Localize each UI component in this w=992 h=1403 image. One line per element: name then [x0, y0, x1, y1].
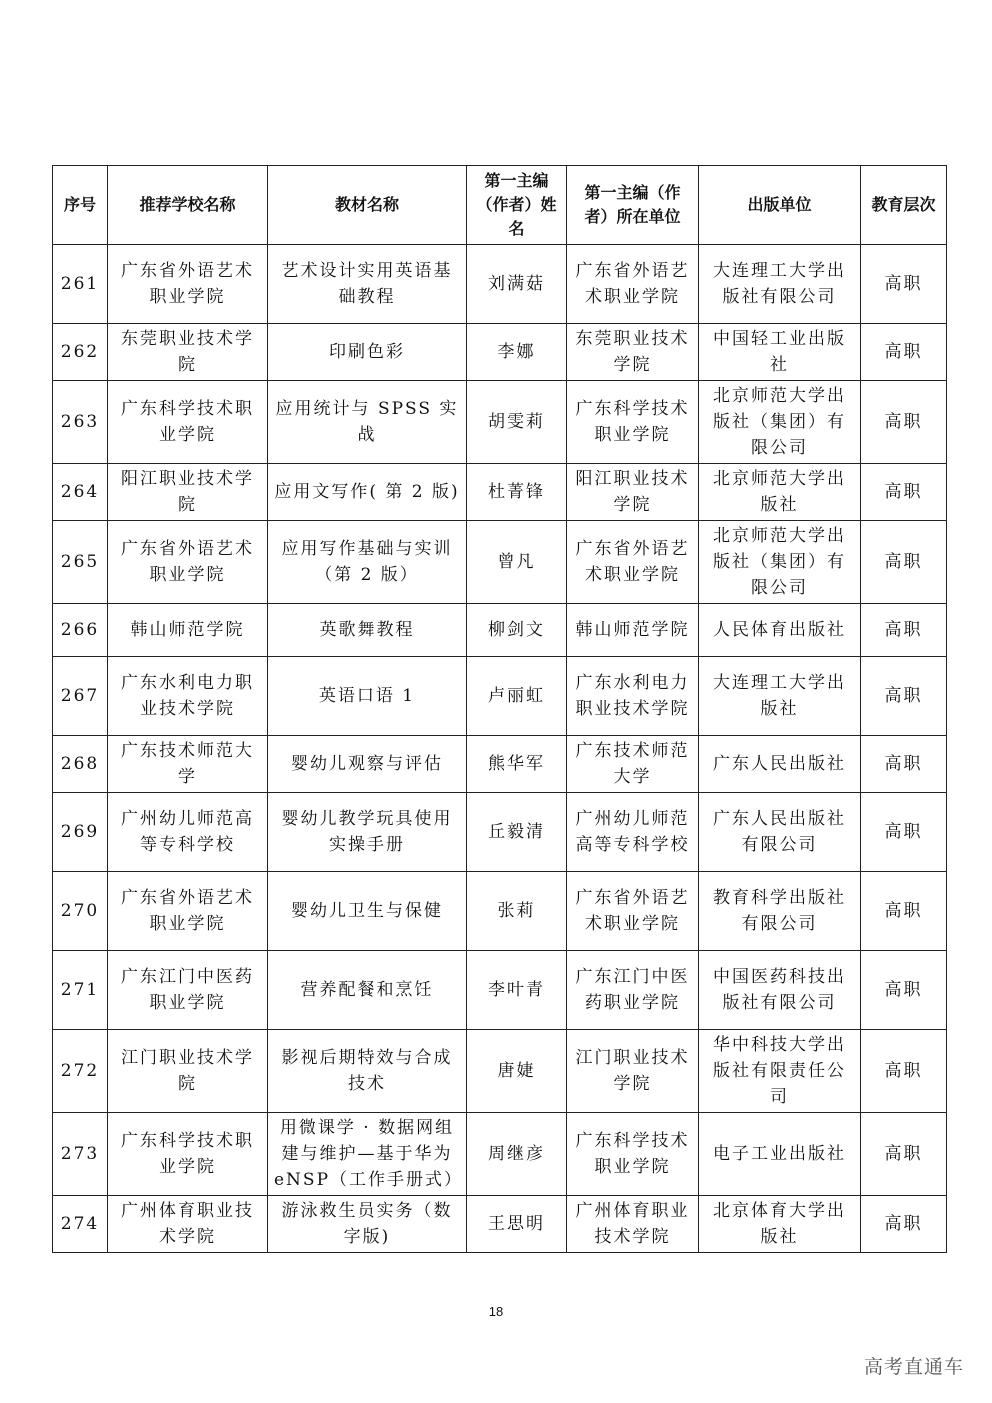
cell-serial: 266	[53, 604, 108, 657]
cell-serial: 263	[53, 381, 108, 464]
cell-school: 广东省外语艺术职业学院	[108, 521, 268, 604]
cell-serial: 274	[53, 1196, 108, 1253]
cell-publisher: 北京师范大学出版社（集团）有限公司	[699, 381, 861, 464]
cell-level: 高职	[861, 1113, 947, 1196]
header-textbook: 教材名称	[268, 166, 467, 245]
cell-school: 广东省外语艺术职业学院	[108, 245, 268, 324]
cell-level: 高职	[861, 604, 947, 657]
cell-editor-unit: 广东江门中医药职业学院	[567, 951, 699, 1030]
cell-level: 高职	[861, 464, 947, 521]
cell-editor-unit: 广东科学技术职业学院	[567, 381, 699, 464]
cell-editor: 周继彦	[467, 1113, 567, 1196]
cell-school: 广东技术师范大学	[108, 736, 268, 793]
cell-editor-unit: 广东技术师范大学	[567, 736, 699, 793]
cell-level: 高职	[861, 736, 947, 793]
cell-school: 阳江职业技术学院	[108, 464, 268, 521]
cell-level: 高职	[861, 245, 947, 324]
table-row	[53, 1113, 947, 1196]
cell-publisher: 大连理工大学出版社有限公司	[699, 245, 861, 324]
cell-textbook: 英语口语 1	[268, 657, 467, 736]
cell-publisher: 广东人民出版社	[699, 736, 861, 793]
cell-serial: 272	[53, 1030, 108, 1113]
cell-editor-unit: 广州幼儿师范高等专科学校	[567, 793, 699, 872]
cell-publisher: 人民体育出版社	[699, 604, 861, 657]
cell-school: 江门职业技术学院	[108, 1030, 268, 1113]
cell-editor-unit: 广东水利电力职业技术学院	[567, 657, 699, 736]
cell-level: 高职	[861, 951, 947, 1030]
table-row	[53, 1030, 947, 1113]
cell-publisher: 电子工业出版社	[699, 1113, 861, 1196]
header-school: 推荐学校名称	[108, 166, 268, 245]
cell-level: 高职	[861, 521, 947, 604]
header-publisher: 出版单位	[699, 166, 861, 245]
cell-editor-unit: 广东省外语艺术职业学院	[567, 245, 699, 324]
cell-textbook: 营养配餐和烹饪	[268, 951, 467, 1030]
table-row	[53, 793, 947, 872]
cell-editor-unit: 东莞职业技术学院	[567, 324, 699, 381]
cell-editor-unit: 江门职业技术学院	[567, 1030, 699, 1113]
cell-publisher: 北京体育大学出版社	[699, 1196, 861, 1253]
cell-level: 高职	[861, 324, 947, 381]
cell-textbook: 艺术设计实用英语基础教程	[268, 245, 467, 324]
cell-school: 广东水利电力职业技术学院	[108, 657, 268, 736]
cell-serial: 273	[53, 1113, 108, 1196]
cell-school: 广东江门中医药职业学院	[108, 951, 268, 1030]
cell-level: 高职	[861, 381, 947, 464]
header-level: 教育层次	[861, 166, 947, 245]
cell-school: 广东科学技术职业学院	[108, 1113, 268, 1196]
cell-editor: 李叶青	[467, 951, 567, 1030]
cell-editor-unit: 阳江职业技术学院	[567, 464, 699, 521]
cell-school: 广东省外语艺术职业学院	[108, 872, 268, 951]
cell-publisher: 广东人民出版社有限公司	[699, 793, 861, 872]
cell-textbook: 印刷色彩	[268, 324, 467, 381]
cell-school: 东莞职业技术学院	[108, 324, 268, 381]
table-row	[53, 872, 947, 951]
cell-editor: 刘满菇	[467, 245, 567, 324]
cell-serial: 265	[53, 521, 108, 604]
table-row	[53, 736, 947, 793]
watermark-text: 高考直通车	[863, 1356, 964, 1378]
cell-level: 高职	[861, 1196, 947, 1253]
cell-level: 高职	[861, 793, 947, 872]
cell-serial: 261	[53, 245, 108, 324]
cell-textbook: 婴幼儿教学玩具使用实操手册	[268, 793, 467, 872]
cell-publisher: 北京师范大学出版社	[699, 464, 861, 521]
cell-publisher: 北京师范大学出版社（集团）有限公司	[699, 521, 861, 604]
table-row	[53, 464, 947, 521]
cell-level: 高职	[861, 872, 947, 951]
cell-editor: 熊华军	[467, 736, 567, 793]
table-row	[53, 657, 947, 736]
cell-textbook: 婴幼儿卫生与保健	[268, 872, 467, 951]
table-row	[53, 951, 947, 1030]
cell-editor: 卢丽虹	[467, 657, 567, 736]
cell-editor: 胡雯莉	[467, 381, 567, 464]
table-row	[53, 1196, 947, 1253]
table-header-row	[53, 166, 947, 245]
cell-level: 高职	[861, 1030, 947, 1113]
header-editor-unit: 第一主编（作者）所在单位	[567, 166, 699, 245]
cell-editor-unit: 广东科学技术职业学院	[567, 1113, 699, 1196]
cell-textbook: 应用写作基础与实训（第 2 版）	[268, 521, 467, 604]
cell-serial: 269	[53, 793, 108, 872]
cell-publisher: 中国医药科技出版社有限公司	[699, 951, 861, 1030]
cell-publisher: 华中科技大学出版社有限责任公司	[699, 1030, 861, 1113]
cell-publisher: 中国轻工业出版社	[699, 324, 861, 381]
table-row	[53, 381, 947, 464]
cell-serial: 262	[53, 324, 108, 381]
cell-editor: 王思明	[467, 1196, 567, 1253]
cell-editor: 曾凡	[467, 521, 567, 604]
cell-editor-unit: 广东省外语艺术职业学院	[567, 872, 699, 951]
cell-textbook: 用微课学 · 数据网组建与维护—基于华为 eNSP（工作手册式）	[268, 1113, 467, 1196]
cell-editor: 李娜	[467, 324, 567, 381]
table-row	[53, 324, 947, 381]
cell-school: 广东科学技术职业学院	[108, 381, 268, 464]
cell-school: 广州体育职业技术学院	[108, 1196, 268, 1253]
cell-publisher: 教育科学出版社有限公司	[699, 872, 861, 951]
cell-editor-unit: 韩山师范学院	[567, 604, 699, 657]
table-row	[53, 604, 947, 657]
page-number: 18	[488, 1304, 504, 1319]
cell-publisher: 大连理工大学出版社	[699, 657, 861, 736]
header-editor: 第一主编（作者）姓名	[467, 166, 567, 245]
cell-textbook: 影视后期特效与合成技术	[268, 1030, 467, 1113]
cell-serial: 264	[53, 464, 108, 521]
cell-editor: 柳剑文	[467, 604, 567, 657]
table-row	[53, 245, 947, 324]
cell-textbook: 应用统计与 SPSS 实战	[268, 381, 467, 464]
cell-textbook: 婴幼儿观察与评估	[268, 736, 467, 793]
cell-editor: 杜菁锋	[467, 464, 567, 521]
cell-editor: 张莉	[467, 872, 567, 951]
cell-textbook: 游泳救生员实务（数字版)	[268, 1196, 467, 1253]
textbook-table	[52, 165, 947, 1253]
cell-textbook: 应用文写作( 第 2 版)	[268, 464, 467, 521]
cell-school: 广州幼儿师范高等专科学校	[108, 793, 268, 872]
cell-textbook: 英歌舞教程	[268, 604, 467, 657]
cell-editor: 丘毅清	[467, 793, 567, 872]
cell-editor-unit: 广州体育职业技术学院	[567, 1196, 699, 1253]
cell-serial: 267	[53, 657, 108, 736]
header-serial: 序号	[53, 166, 108, 245]
cell-editor-unit: 广东省外语艺术职业学院	[567, 521, 699, 604]
table-row	[53, 521, 947, 604]
cell-editor: 唐婕	[467, 1030, 567, 1113]
table-body	[53, 245, 947, 1253]
cell-level: 高职	[861, 657, 947, 736]
cell-serial: 271	[53, 951, 108, 1030]
cell-serial: 270	[53, 872, 108, 951]
cell-school: 韩山师范学院	[108, 604, 268, 657]
cell-serial: 268	[53, 736, 108, 793]
